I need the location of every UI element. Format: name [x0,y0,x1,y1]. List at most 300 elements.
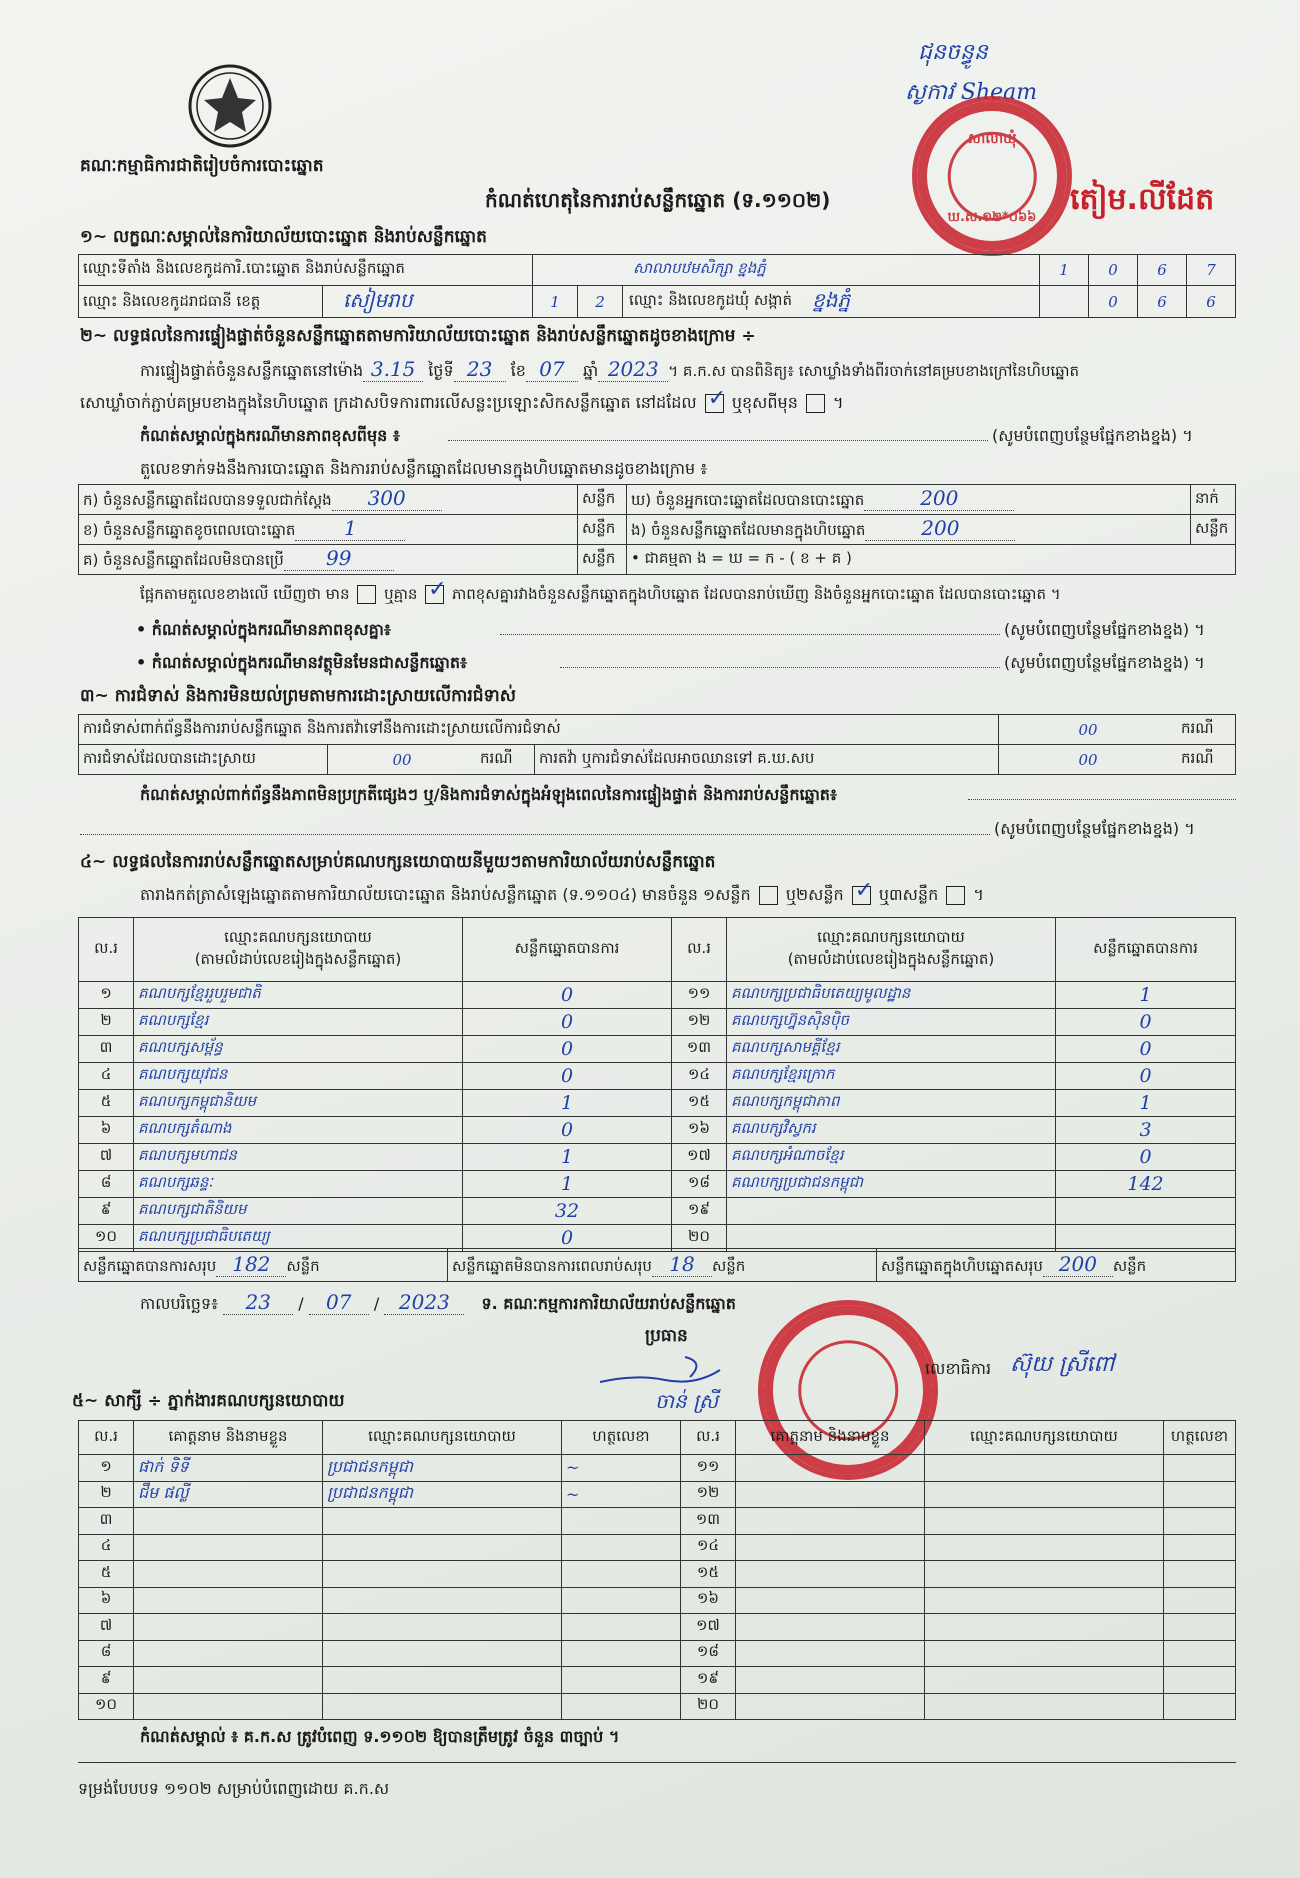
party-name: គណបក្សខ្មែរ [134,1009,463,1036]
witness-row [79,1534,1236,1561]
stamp-bottom-text: ឃ.ស.១២*០៦៦ [947,210,1037,225]
figure-label-d: ឃ) ចំនួនអ្នកបោះឆ្នោតដែលបានបោះឆ្នោត [631,491,865,509]
witness-signature [562,1614,681,1641]
complaints-label: ការជំទាស់ពាក់ព័ន្ធនឹងការរាប់សន្លឹកឆ្នោត និងការតវ៉ាទៅនឹងការដោះស្រាយលើការជំទាស់ [79,715,999,745]
witness-col-no-right: ល.រ [681,1421,736,1455]
party-name: គណបក្សយុវជន [134,1063,463,1090]
results-table [78,917,1236,1252]
location-code-2: 0 [1089,255,1138,286]
witness-party [323,1587,562,1614]
same-checkbox[interactable] [705,394,724,413]
party-number: ៣ [79,1036,134,1063]
org-name: គណៈកម្មាធិការជាតិរៀបចំការបោះឆ្នោត [80,156,324,176]
secretary-signature: ស៊ុយ ស្រីពៅ [1010,1352,1115,1377]
discrepancy-note-end: (សូមបំពេញបន្ថែមផ្នែកខាងខ្នង) ។ [1004,620,1205,639]
witness-name [736,1693,925,1720]
witness-row [79,1640,1236,1667]
party-votes: 32 [463,1198,672,1225]
results-row [79,1117,1236,1144]
figure-unit-a: សន្លឹក [578,485,627,515]
witness-table [78,1420,1236,1720]
witness-party [323,1508,562,1535]
figure-unit-b: សន្លឹក [578,515,627,545]
party-name: គណបក្សកម្ពុជានិយម [134,1090,463,1117]
witness-name [736,1481,925,1508]
nec-emblem-icon [186,62,274,150]
witness-name: ជឹម ផល្លី [134,1481,323,1508]
party-number: ១១ [672,982,727,1009]
witness-number: ៩ [79,1667,134,1694]
date-label: កាលបរិច្ឆេទ៖ [140,1294,219,1313]
party-number: ១៧ [672,1144,727,1171]
box-total-label: សន្លឹកឆ្នោតក្នុងហិបឆ្នោតសរុប [881,1256,1043,1275]
party-name: គណបក្សឆន្ទៈ [134,1171,463,1198]
resolved-unit: ករណី [476,745,535,775]
party-number: ១៩ [672,1198,727,1225]
resolved-label: ការជំទាស់ដែលបានដោះស្រាយ [79,745,328,775]
section5-title: ៥~ សាក្សី ÷ ភ្នាក់ងារគណបក្សនយោបាយ [72,1391,345,1411]
party-name: គណបក្សមហាជន [134,1144,463,1171]
irregularity-note-line-2 [80,834,990,835]
figure-unit-e: សន្លឹក [1191,515,1236,545]
witness-row [79,1508,1236,1535]
results-col-votes-right: សន្លឹកឆ្នោតបានការ [1056,918,1236,982]
has-difference-checkbox[interactable] [357,585,376,604]
difference-note-line [448,440,988,441]
discrepancy-text-a: ផ្អែកតាមតួលេខខាងលើ ឃើញថា មាន [140,585,350,603]
valid-total-unit: សន្លឹក [286,1256,320,1275]
witness-name [736,1614,925,1641]
party-number: ១៥ [672,1090,727,1117]
verification-text-b: ថ្ងៃទី [428,361,454,380]
no-difference-checkbox[interactable] [425,585,444,604]
party-number: ១៣ [672,1036,727,1063]
witness-party [323,1667,562,1694]
party-name: គណបក្សខ្មែរក្រោក [727,1063,1056,1090]
party-votes: 0 [463,1036,672,1063]
official-seal-top [912,96,1072,256]
witness-party [925,1667,1164,1694]
witness-party [925,1561,1164,1588]
date-day: 23 [223,1290,293,1315]
party-number: ១២ [672,1009,727,1036]
witness-name [134,1667,323,1694]
top-handwriting-2: ស្ងកាវ Sheam [905,80,1038,105]
chair-signature: ចាន់ ស្រី [655,1389,719,1413]
witness-party: ប្រជាជនកម្ពុជា [323,1481,562,1508]
witness-number: ១៨ [681,1640,736,1667]
discrepancy-text-b: ឬគ្មាន [384,585,418,603]
witness-signature [1164,1640,1236,1667]
date-month: 07 [309,1290,369,1315]
verification-text-a: ការផ្ទៀងផ្ទាត់ចំនួនសន្លឹកឆ្នោតនៅម៉ោង [140,361,364,380]
witness-name [736,1587,925,1614]
witness-signature [1164,1455,1236,1482]
witness-col-no: ល.រ [79,1421,134,1455]
location-code-3: 6 [1138,255,1187,286]
stamp-top-text: សាលាឃុំ [967,131,1017,147]
complaints-unit: ករណី [1177,715,1236,745]
committee-label: ទ. គណៈកម្មការការិយាល័យរាប់សន្លឹកឆ្នោត [481,1294,736,1313]
seal-status-text: សោឃ្លាំចាក់ភ្ជាប់គម្របខាងក្នុងនៃហិបឆ្នោត ក្រដាសបិទការពារលើសន្លះប្រឡោះសិកសន្លឹកឆ្នោត នៅដដែល [80,393,697,412]
commune-cell [623,286,1040,318]
party-name: គណបក្សប្រជាជនកម្ពុជា [727,1171,1056,1198]
witness-row [79,1693,1236,1720]
province-code-2: 2 [578,286,623,318]
results-col-party [134,918,463,982]
figure-label-a: ក) ចំនួនសន្លឹកឆ្នោតដែលបានទទួលជាក់ស្តែង [83,491,332,509]
witness-number: ៥ [79,1561,134,1588]
results-row [79,1036,1236,1063]
witness-number: ១៧ [681,1614,736,1641]
witness-signature [1164,1508,1236,1535]
witness-col-sign-right: ហត្ថលេខា [1164,1421,1236,1455]
secretary-label: លេខាធិការ [925,1359,992,1378]
results-row [79,1090,1236,1117]
commune-code-2: 6 [1138,286,1187,318]
witness-signature [1164,1614,1236,1641]
party-votes: 0 [1056,1144,1236,1171]
party-number: ១៨ [672,1171,727,1198]
witness-col-name: គោត្តនាម និងនាមខ្លួន [134,1421,323,1455]
witness-number: ១២ [681,1481,736,1508]
witness-signature: ~ [562,1481,681,1508]
party-number: ៥ [79,1090,134,1117]
party-votes [1056,1198,1236,1225]
witness-note: កំណត់សម្គាល់ ៖ គ.ក.ស ត្រូវបំពេញ ទ.១១០២ ឱ្យបានត្រឹមត្រូវ ចំនួន ៣ច្បាប់ ។ [140,1727,620,1746]
escalated-value: 00 [999,745,1178,775]
three-sheets-checkbox[interactable] [946,886,965,905]
witness-signature [562,1561,681,1588]
figures-row [79,515,1236,545]
party-name: គណបក្សសាមគ្គីខ្មែរ [727,1036,1056,1063]
one-sheet-checkbox[interactable] [759,886,778,905]
verification-text-e: ។ គ.ក.ស បានពិនិត្យ៖ សោឃ្លាំងទាំងពីរចាក់នៅគម្របខាងក្រៅនៃហិបឆ្នោត [668,362,1080,380]
province-value: សៀមរាប [343,287,413,312]
party-name: គណបក្សហ្វ៊ុនស៊ិនប៉ិច [727,1009,1056,1036]
party-votes: 0 [463,1225,672,1252]
witness-signature [562,1587,681,1614]
party-votes: 0 [1056,1009,1236,1036]
witness-number: ១៦ [681,1587,736,1614]
section3-title: ៣~ ការជំទាស់ និងការមិនយល់ព្រមតាមការដោះស្រាយលើការជំទាស់ [80,686,516,706]
witness-name [736,1667,925,1694]
witness-number: ១៤ [681,1534,736,1561]
witness-party [925,1508,1164,1535]
witness-row [79,1481,1236,1508]
witness-signature [1164,1587,1236,1614]
resolved-value: 00 [328,745,477,775]
witness-number: ២ [79,1481,134,1508]
results-row [79,1198,1236,1225]
figure-value-d: 200 [864,486,1014,511]
witness-party [925,1534,1164,1561]
witness-name [134,1534,323,1561]
results-row [79,982,1236,1009]
witness-number: ៦ [79,1587,134,1614]
party-votes: 1 [463,1090,672,1117]
footer-divider [78,1762,1236,1763]
figure-value-c: 99 [284,546,394,571]
results-col-party-sub-right: (តាមលំដាប់លេខរៀងក្នុងសន្លឹកឆ្នោត) [787,949,995,968]
footer-text: ទម្រង់បែបបទ ១១០២ សម្រាប់បំពេញដោយ គ.ក.ស [78,1779,390,1798]
different-checkbox[interactable] [806,394,825,413]
figure-formula: • ជាគម្មតា ង = ឃ = ក - ( ខ + គ ) [627,545,1236,575]
party-name: គណបក្សសម្ព័ន្ធ [134,1036,463,1063]
tally-text-a: តារាងកត់ត្រាសំឡេងឆ្នោតតាមការិយាល័យបោះឆ្នោត និងរាប់សន្លឹកឆ្នោត (ទ.១១០៤) មានចំនួន ១សន្លឹក [140,885,751,904]
foreign-object-end: (សូមបំពេញបន្ថែមផ្នែកខាងខ្នង) ។ [1004,653,1205,672]
different-label: ឬខុសពីមុន [731,393,798,412]
witness-name [736,1455,925,1482]
complaints-table [78,714,1236,775]
results-row [79,1144,1236,1171]
witness-party [323,1640,562,1667]
witness-signature [1164,1534,1236,1561]
verification-line-1 [140,357,1079,384]
witness-party [925,1481,1164,1508]
witness-number: ១៩ [681,1667,736,1694]
party-number: ១ [79,982,134,1009]
figure-value-b: 1 [295,516,405,541]
party-number: ៧ [79,1144,134,1171]
witness-name [736,1561,925,1588]
witness-name: ផាក់ ទិទី [134,1455,323,1482]
party-votes: 1 [463,1144,672,1171]
witness-party [323,1614,562,1641]
discrepancy-line [140,585,1061,607]
witness-party [925,1455,1164,1482]
date-line: កាលបរិច្ឆេទ៖ 23 / 07 / 2023 ទ. គណៈកម្មការការិយាល័យរាប់សន្លឹកឆ្នោត [140,1290,736,1314]
witness-row [79,1667,1236,1694]
invalid-total-label: សន្លឹកឆ្នោតមិនបានការពេលរាប់សរុប [452,1256,652,1275]
witness-party [323,1534,562,1561]
commune-label: ឈ្មោះ និងលេខកូដឃុំ សង្កាត់ [629,290,792,309]
irregularity-note-line-1 [968,799,1236,800]
party-name: គណបក្សកម្ពុជាភាព [727,1090,1056,1117]
witness-party [925,1614,1164,1641]
witness-row [79,1455,1236,1482]
witness-name [134,1640,323,1667]
witness-party [925,1640,1164,1667]
results-col-party-title: ឈ្មោះគណបក្សនយោបាយ [224,927,372,946]
verification-text-c: ខែ [510,361,526,380]
section4-title: ៤~ លទ្ធផលនៃការរាប់សន្លឹកឆ្នោតសម្រាប់គណបក្សនយោបាយនីមួយៗតាមការិយាល័យរាប់សន្លឹកឆ្នោត [80,852,716,872]
witness-name [134,1693,323,1720]
figures-intro: តួលេខទាក់ទងនឹងការបោះឆ្នោត និងការរាប់សន្លឹកឆ្នោតដែលមានក្នុងហិបឆ្នោតមានដូចខាងក្រោម ៖ [140,459,708,478]
witness-name [736,1534,925,1561]
witness-number: ៣ [79,1508,134,1535]
location-code-4: 7 [1187,255,1236,286]
party-number: ១៦ [672,1117,727,1144]
witness-number: ១៥ [681,1561,736,1588]
figure-label-c: គ) ចំនួនសន្លឹកឆ្នោតដែលមិនបានប្រើ [83,551,284,569]
figure-label-e: ង) ចំនួនសន្លឹកឆ្នោតដែលមានក្នុងហិបឆ្នោត [631,521,866,539]
foreign-object-label: • កំណត់សម្គាល់ក្នុងករណីមានវត្ថុមិនមែនជាសន្លឹកឆ្នោត៖ [136,653,468,672]
witness-number: ៧ [79,1614,134,1641]
escalated-unit: ករណី [1177,745,1236,775]
results-row [79,1063,1236,1090]
witness-number: ១០ [79,1693,134,1720]
box-total-unit: សន្លឹក [1112,1256,1147,1275]
witness-number: ១ [79,1455,134,1482]
party-number: ៨ [79,1171,134,1198]
discrepancy-text-c: ភាពខុសគ្នារវាងចំនួនសន្លឹកឆ្នោតក្នុងហិបឆ្នោត ដែលបានរាប់ឃើញ និងចំនួនអ្នកបោះឆ្នោត ដែលបានបោះឆ្នោត ។ [451,585,1061,603]
official-name: តៀម.លីដែត [1070,182,1215,217]
results-col-no-right: ល.រ [672,918,727,982]
chair-signature-stroke [595,1352,725,1392]
valid-total-value: 182 [216,1252,286,1277]
location-code-1: 1 [1040,255,1089,286]
difference-note-label: កំណត់សម្គាល់ក្នុងករណីមានភាពខុសពីមុន ៖ [140,426,400,445]
section1-title: ១~ លក្ខណៈសម្គាល់នៃការិយាល័យបោះឆ្នោត និងរាប់សន្លឹកឆ្នោត [80,227,487,247]
figure-value-e: 200 [865,516,1015,541]
party-number: ៦ [79,1117,134,1144]
party-votes: 142 [1056,1171,1236,1198]
totals-table [78,1248,1236,1282]
irregularity-note-label: កំណត់សម្គាល់ពាក់ព័ន្ធនឹងភាពមិនប្រក្រតីផ្សេងៗ ឬ/និងការជំទាស់ក្នុងអំឡុងពេលនៃការផ្ទៀងផ្ទាត់ និងការរាប់សន្លឹកឆ្នោត៖ [140,785,837,804]
discrepancy-note-line [500,634,1000,635]
witness-name [134,1561,323,1588]
verification-year: 2023 [598,357,668,382]
results-col-party-title-right: ឈ្មោះគណបក្សនយោបាយ [817,927,965,946]
verification-day: 23 [454,357,506,382]
witness-col-party-right: ឈ្មោះគណបក្សនយោបាយ [925,1421,1164,1455]
commune-code-3: 6 [1187,286,1236,318]
figure-label-b: ខ) ចំនួនសន្លឹកឆ្នោតខូចពេលបោះឆ្នោត [83,521,296,539]
witness-signature [562,1508,681,1535]
results-col-no: ល.រ [79,918,134,982]
party-votes: 1 [1056,1090,1236,1117]
nec-logo [186,62,274,150]
witness-party [323,1561,562,1588]
witness-signature [1164,1667,1236,1694]
figure-unit-c: សន្លឹក [578,545,627,575]
witness-number: ៤ [79,1534,134,1561]
witness-number: ២០ [681,1693,736,1720]
witness-party [323,1693,562,1720]
party-name: គណបក្សតំណាង [134,1117,463,1144]
witness-signature [562,1640,681,1667]
party-votes: 0 [463,1009,672,1036]
witness-number: ១៣ [681,1508,736,1535]
two-sheets-checkbox[interactable] [852,886,871,905]
form-title: កំណត់ហេតុនៃការរាប់សន្លឹកឆ្នោត (ទ.១១០២) [485,188,831,212]
witness-name [736,1508,925,1535]
location-table [78,254,1236,318]
results-col-party-right [727,918,1056,982]
party-number: ២ [79,1009,134,1036]
irregularity-note-end: (សូមបំពេញបន្ថែមផ្នែកខាងខ្នង) ។ [994,819,1195,838]
results-col-party-sub: (តាមលំដាប់លេខរៀងក្នុងសន្លឹកឆ្នោត) [194,949,402,968]
figure-unit-d: នាក់ [1191,485,1236,515]
location-value: សាលាបឋមសិក្សា ខ្នងភ្នំ [533,255,1040,286]
results-row [79,1171,1236,1198]
witness-name [134,1614,323,1641]
foreign-object-line [560,667,1000,668]
party-name [727,1198,1056,1225]
witness-col-name-right: គោត្តនាម និងនាមខ្លួន [736,1421,925,1455]
witness-number: ៨ [79,1640,134,1667]
complaints-value: 00 [999,715,1178,745]
party-name: គណបក្សអំណាចខ្មែរ [727,1144,1056,1171]
witness-row [79,1587,1236,1614]
tally-text-c: ឬ៣សន្លឹក [878,885,939,904]
section2-title: ២~ លទ្ធផលនៃការផ្ទៀងផ្ទាត់ចំនួនសន្លឹកឆ្នោតតាមការិយាល័យបោះឆ្នោត និងរាប់សន្លឹកឆ្នោតដូចខាងក្រោម ÷ [80,326,756,346]
ballot-figures-table [78,484,1236,575]
witness-row [79,1561,1236,1588]
verification-line-2: សោឃ្លាំចាក់ភ្ជាប់គម្របខាងក្នុងនៃហិបឆ្នោត ក្រដាសបិទការពារលើសន្លះប្រឡោះសិកសន្លឹកឆ្នោត នៅដដែល ✓ ឬខុសពីមុន ។ [80,392,844,416]
witness-col-party: ឈ្មោះគណបក្សនយោបាយ [323,1421,562,1455]
witness-party [925,1693,1164,1720]
escalated-label: ការតវ៉ា ឬការជំទាស់ដែលអាចឈានទៅ គ.ឃ.សប [535,745,999,775]
party-number: ៤ [79,1063,134,1090]
province-code-1: 1 [533,286,578,318]
witness-col-sign: ហត្ថលេខា [562,1421,681,1455]
witness-signature [562,1534,681,1561]
party-number: ២០ [672,1225,727,1252]
witness-signature [1164,1561,1236,1588]
figures-row [79,545,1236,575]
verification-time: 3.15 [363,357,423,382]
results-col-votes: សន្លឹកឆ្នោតបានការ [463,918,672,982]
top-handwriting-1: ជុនចន្ធូន [918,40,988,65]
tally-text-b: ឬ២សន្លឹក [785,885,844,904]
party-votes: 1 [463,1171,672,1198]
date-year: 2023 [384,1290,464,1315]
party-votes: 1 [1056,982,1236,1009]
witness-row [79,1614,1236,1641]
location-label: ឈ្មោះទីតាំង និងលេខកូដការិ.បោះឆ្នោត និងរាប់សន្លឹកឆ្នោត [79,255,533,286]
party-name: គណបក្សប្រជាធិបតេយ្យមូលដ្ឋាន [727,982,1056,1009]
party-number: ១០ [79,1225,134,1252]
witness-signature [562,1693,681,1720]
party-number: ៩ [79,1198,134,1225]
verification-text-d: ឆ្នាំ [583,361,599,380]
witness-number: ១១ [681,1455,736,1482]
chair-label: ប្រធាន [645,1326,688,1346]
party-name: គណបក្សជាតិនិយម [134,1198,463,1225]
party-number: ១៤ [672,1063,727,1090]
party-votes: 0 [463,1117,672,1144]
tally-sheet-line: តារាងកត់ត្រាសំឡេងឆ្នោតតាមការិយាល័យបោះឆ្នោត និងរាប់សន្លឹកឆ្នោត (ទ.១១០៤) មានចំនួន ១សន្លឹក ឬ២សន្លឹក ✓ ឬ៣សន្លឹក ។ [140,884,984,908]
commune-value: ខ្នងភ្នំ [811,287,851,312]
difference-note-end: (សូមបំពេញបន្ថែមផ្នែកខាងខ្នង) ។ [992,426,1193,445]
party-votes: 0 [463,1063,672,1090]
party-votes: 0 [1056,1036,1236,1063]
witness-signature: ~ [562,1455,681,1482]
discrepancy-note-label: • កំណត់សម្គាល់ក្នុងករណីមានភាពខុសគ្នា៖ [136,620,391,639]
province-label-cell [79,286,533,318]
witness-party: ប្រជាជនកម្ពុជា [323,1455,562,1482]
province-label: ឈ្មោះ និងលេខកូដរាជធានី ខេត្ត [79,286,323,317]
party-votes: 3 [1056,1117,1236,1144]
witness-name [134,1587,323,1614]
witness-signature [1164,1693,1236,1720]
party-votes: 0 [463,982,672,1009]
box-total-value: 200 [1043,1252,1113,1277]
witness-signature [1164,1481,1236,1508]
verification-month: 07 [526,357,578,382]
witness-name [736,1640,925,1667]
figures-row [79,485,1236,515]
figure-value-a: 300 [332,486,442,511]
commune-code-1: 0 [1089,286,1138,318]
party-name: គណបក្សវិស្វករ [727,1117,1056,1144]
party-name: គណបក្សប្រជាធិបតេយ្យ [134,1225,463,1252]
witness-party [925,1587,1164,1614]
results-row [79,1009,1236,1036]
party-name: គណបក្សខ្មែររួបរួមជាតិ [134,982,463,1009]
